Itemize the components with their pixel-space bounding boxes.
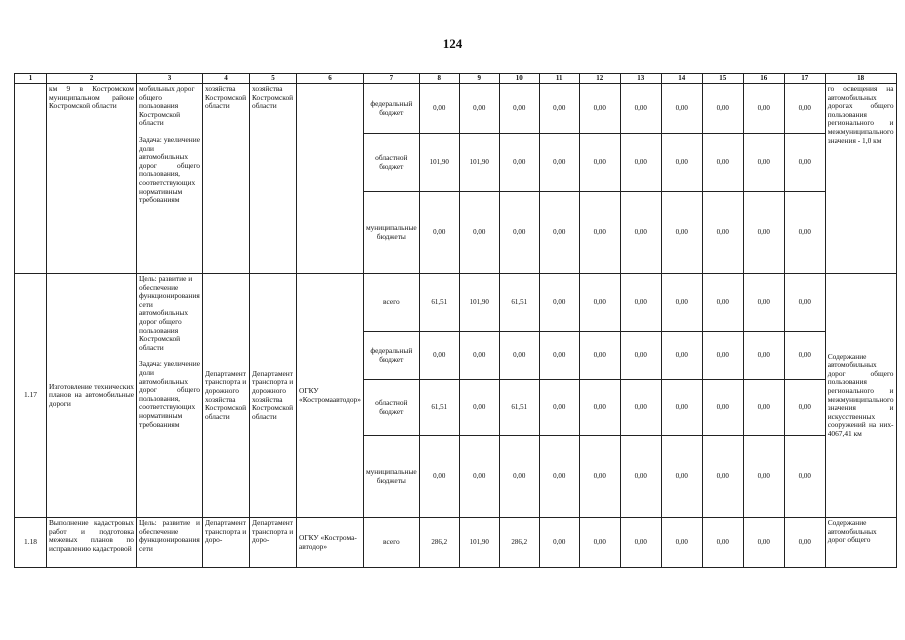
value-cell: 0,00: [539, 192, 579, 274]
value-cell: 0,00: [620, 274, 661, 332]
value-cell: 0,00: [579, 84, 620, 134]
value-cell: 0,00: [620, 84, 661, 134]
value-cell: 0,00: [419, 192, 459, 274]
header-row: [15, 74, 897, 84]
value-cell: 0,00: [620, 436, 661, 518]
coexecutor-cell: хозяйства Костромской области: [250, 84, 297, 274]
coexecutor-cell: Департамент транспорта и дорожного хозяйства Костромской области: [250, 274, 297, 518]
value-cell: 0,00: [702, 380, 743, 436]
value-cell: 0,00: [784, 332, 825, 380]
header-cell: 4: [203, 74, 250, 84]
task-text: Задача: увеличение доли автомобильных дорог общего пользования, соответствующих нормативным требованиям: [139, 134, 200, 205]
header-cell: 2: [47, 74, 137, 84]
program-table: [14, 73, 897, 568]
value-cell: 101,90: [419, 134, 459, 192]
value-cell: 0,00: [743, 192, 784, 274]
value-cell: 0,00: [784, 436, 825, 518]
value-cell: 0,00: [743, 332, 784, 380]
value-cell: 0,00: [661, 332, 702, 380]
value-cell: 0,00: [419, 332, 459, 380]
value-cell: 0,00: [620, 332, 661, 380]
value-cell: 61,51: [499, 380, 539, 436]
value-cell: 286,2: [499, 518, 539, 568]
organization-cell: [297, 84, 364, 274]
event-name-cell: Выполнение кадастровых работ и подготовка межевых планов по исправлению кадастровой: [47, 518, 137, 568]
funding-source-cell: всего: [363, 274, 419, 332]
value-cell: 0,00: [784, 192, 825, 274]
value-cell: 61,51: [419, 380, 459, 436]
row-number-cell: 1.17: [15, 274, 47, 518]
goal-text: Цель: развитие и обеспечение функционирования сети автомобильных дорог общего пользования Костромской области: [139, 274, 200, 352]
value-cell: 0,00: [784, 518, 825, 568]
value-cell: 0,00: [702, 332, 743, 380]
value-cell: 0,00: [539, 332, 579, 380]
value-cell: 0,00: [784, 274, 825, 332]
value-cell: 0,00: [702, 134, 743, 192]
value-cell: 0,00: [661, 518, 702, 568]
task-text: Задача: увеличение доли автомобильных дорог общего пользования, соответствующих нормативным требованиям: [139, 359, 200, 429]
funding-source-cell: федеральный бюджет: [363, 332, 419, 380]
header-cell: 9: [459, 74, 499, 84]
value-cell: 0,00: [579, 518, 620, 568]
result-cell: Содержание автомобильных дорог общего пользования регионального и межмуниципального значения и искусственных сооружений на них- 4067,41 км: [825, 274, 896, 518]
value-cell: 61,51: [419, 274, 459, 332]
header-cell: 10: [499, 74, 539, 84]
value-cell: 0,00: [499, 192, 539, 274]
funding-source-cell: областной бюджет: [363, 380, 419, 436]
value-cell: 0,00: [620, 518, 661, 568]
value-cell: 0,00: [743, 274, 784, 332]
value-cell: 0,00: [499, 332, 539, 380]
value-cell: 0,00: [579, 332, 620, 380]
executor-cell: хозяйства Костромской области: [203, 84, 250, 274]
goal-cell: Цель: развитие и обеспечение функционирования сети: [137, 518, 203, 568]
header-cell: 16: [743, 74, 784, 84]
value-cell: 0,00: [661, 380, 702, 436]
value-cell: 0,00: [661, 134, 702, 192]
funding-source-cell: федеральный бюджет: [363, 84, 419, 134]
value-cell: 0,00: [419, 84, 459, 134]
header-cell: 14: [661, 74, 702, 84]
value-cell: 0,00: [459, 380, 499, 436]
value-cell: 0,00: [539, 274, 579, 332]
header-cell: 18: [825, 74, 896, 84]
value-cell: 0,00: [499, 436, 539, 518]
value-cell: 0,00: [620, 380, 661, 436]
row-number-cell: 1.18: [15, 518, 47, 568]
value-cell: 0,00: [661, 274, 702, 332]
goal-cell: [137, 84, 203, 274]
value-cell: 0,00: [661, 84, 702, 134]
value-cell: 0,00: [702, 436, 743, 518]
value-cell: 0,00: [784, 380, 825, 436]
value-cell: 0,00: [459, 192, 499, 274]
value-cell: 0,00: [579, 436, 620, 518]
header-cell: 13: [620, 74, 661, 84]
value-cell: 0,00: [539, 134, 579, 192]
value-cell: 0,00: [620, 134, 661, 192]
executor-cell: Департамент транспорта и доро-: [203, 518, 250, 568]
header-cell: 5: [250, 74, 297, 84]
header-cell: 11: [539, 74, 579, 84]
value-cell: 0,00: [620, 192, 661, 274]
value-cell: 0,00: [459, 84, 499, 134]
table-row: [15, 518, 897, 568]
value-cell: 0,00: [579, 192, 620, 274]
value-cell: 101,90: [459, 134, 499, 192]
goal-cell: [137, 274, 203, 518]
header-cell: 15: [702, 74, 743, 84]
value-cell: 0,00: [784, 84, 825, 134]
funding-source-cell: всего: [363, 518, 419, 568]
value-cell: 0,00: [743, 518, 784, 568]
value-cell: 0,00: [539, 84, 579, 134]
header-cell: 12: [579, 74, 620, 84]
value-cell: 0,00: [499, 84, 539, 134]
header-cell: 1: [15, 74, 47, 84]
value-cell: 0,00: [539, 518, 579, 568]
table-row: [15, 84, 897, 134]
value-cell: 0,00: [702, 518, 743, 568]
coexecutor-cell: Департамент транспорта и доро-: [250, 518, 297, 568]
value-cell: 0,00: [702, 274, 743, 332]
event-name-cell: Изготовление технических планов на автомобильные дороги: [47, 274, 137, 518]
value-cell: 0,00: [539, 380, 579, 436]
page-number: 124: [442, 36, 463, 51]
value-cell: 0,00: [743, 84, 784, 134]
funding-source-cell: областной бюджет: [363, 134, 419, 192]
value-cell: 0,00: [579, 274, 620, 332]
value-cell: 0,00: [579, 380, 620, 436]
event-name-cell: км 9 в Костромском муниципальном районе Костромской области: [47, 84, 137, 274]
executor-cell: Департамент транспорта и дорожного хозяйства Костромской области: [203, 274, 250, 518]
value-cell: 0,00: [579, 134, 620, 192]
header-cell: 8: [419, 74, 459, 84]
value-cell: 0,00: [743, 436, 784, 518]
header-cell: 7: [363, 74, 419, 84]
funding-source-cell: муниципальные бюджеты: [363, 436, 419, 518]
header-cell: 6: [297, 74, 364, 84]
value-cell: 0,00: [499, 134, 539, 192]
row-number-cell: [15, 84, 47, 274]
value-cell: 0,00: [743, 380, 784, 436]
organization-cell: ОГКУ «Костромаавтодор»: [297, 274, 364, 518]
value-cell: 0,00: [419, 436, 459, 518]
header-cell: 3: [137, 74, 203, 84]
value-cell: 0,00: [661, 192, 702, 274]
value-cell: 0,00: [459, 332, 499, 380]
header-cell: 17: [784, 74, 825, 84]
result-cell: Содержание автомобильных дорог общего: [825, 518, 896, 568]
value-cell: 101,90: [459, 518, 499, 568]
goal-text: мобильных дорог общего пользования Костромской области: [139, 84, 195, 128]
value-cell: 0,00: [661, 436, 702, 518]
organization-cell: ОГКУ «Кострома-автодор»: [297, 518, 364, 568]
table-row: [15, 274, 897, 332]
value-cell: 61,51: [499, 274, 539, 332]
value-cell: 0,00: [743, 134, 784, 192]
funding-source-cell: муниципальные бюджеты: [363, 192, 419, 274]
value-cell: 0,00: [539, 436, 579, 518]
value-cell: 0,00: [702, 84, 743, 134]
value-cell: 0,00: [459, 436, 499, 518]
value-cell: 0,00: [702, 192, 743, 274]
value-cell: 101,90: [459, 274, 499, 332]
value-cell: 0,00: [784, 134, 825, 192]
value-cell: 286,2: [419, 518, 459, 568]
result-cell: го освещения на автомобильных дорогах общего пользования регионального и межмуниципального значения - 1,0 км: [825, 84, 896, 274]
